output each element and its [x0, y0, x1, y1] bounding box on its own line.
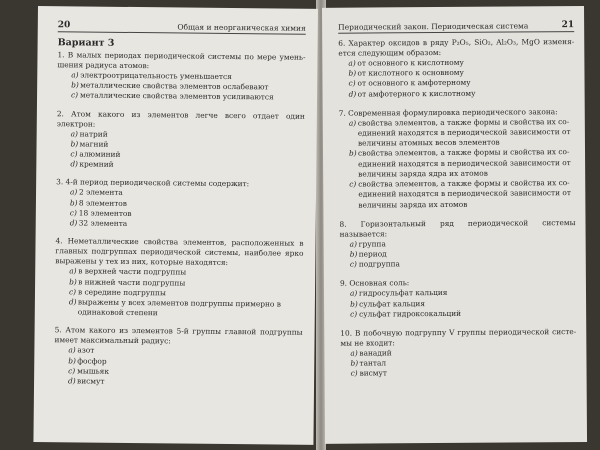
question-text: 4. Неметаллические свойства элементов, расположенных в главных подгруппах периодической системы, наиболее ярко выражены у тех из них, которые находятся: [55, 236, 304, 268]
answer-option: c) сульфат гидроксокальций [350, 308, 462, 319]
answer-option: a) ванадий [350, 348, 392, 358]
answer-option: a) 2 элемента [70, 187, 123, 198]
answer-option: d) выражены у всех элементов подгруппы примерно в одинаковой степени [68, 297, 281, 318]
question-6 [338, 37, 574, 99]
right-header-title: Периодический закон. Периодическая система [338, 21, 529, 32]
question-text: 3. 4-й период периодической системы содержит: [56, 177, 250, 189]
answer-option: a) от основного к кислотному [348, 57, 464, 68]
answer-option: a) группа [349, 239, 386, 249]
question-2 [56, 109, 305, 172]
answer-option: a) гидросульфат кальция [349, 288, 448, 299]
question-text: 7. Современная формулировка периодического закона: [338, 107, 558, 118]
question-text: 2. Атом какого из элементов легче всего отдает один электрон: [56, 108, 305, 129]
answer-option: c) в середине подгруппы [68, 287, 166, 298]
question-7 [339, 107, 576, 211]
variant-title: Вариант 3 [57, 37, 115, 49]
question-text: 9. Основная соль: [339, 278, 410, 289]
answer-option: c) мышьяк [68, 366, 110, 376]
answer-option: d) от амфотерного к кислотному [348, 88, 476, 99]
left-header-title: Общая и неорганическая химия [177, 22, 306, 33]
answer-option: b) свойства элементов, а также формы и свойства их со-единений находятся в периодической зависимости от величины заряда ядра их атомов [348, 147, 571, 179]
question-text: 1. В малых периодах периодической системы по мере умень-шения радиуса атомов: [57, 50, 306, 71]
question-4 [55, 237, 304, 321]
answer-option: a) азот [68, 345, 95, 355]
answer-option: b) сульфат кальция [350, 298, 426, 309]
answer-option: a) электроотрицательность уменьшается [71, 70, 232, 82]
answer-option: c) висмут [350, 368, 388, 379]
answer-option: b) от кислотного к основному [348, 68, 464, 78]
question-1 [57, 50, 306, 103]
question-5 [54, 326, 303, 389]
question-9 [340, 277, 576, 319]
right-running-header [338, 20, 574, 34]
answer-option: b) 8 элементов [69, 198, 128, 208]
answer-option: c) металлические свойства элементов усиливаются [71, 90, 274, 102]
left-page [33, 6, 318, 445]
question-text: 8. Горизонтальный ряд периодической системы называется: [339, 217, 576, 239]
right-page [322, 6, 587, 444]
answer-option: b) металлические свойства элементов ослабевают [71, 80, 269, 92]
answer-option: c) от основного к амфотерному [348, 78, 471, 89]
answer-option: b) период [349, 249, 387, 259]
left-page-number: 20 [57, 20, 71, 31]
answer-option: a) в верхней части подгруппы [69, 266, 187, 277]
answer-option: b) фосфор [68, 355, 107, 366]
question-text: 5. Атом какого из элементов 5-й группы главной подгруппы имеет максимальный радиус: [54, 325, 303, 346]
answer-option: b) тантал [350, 358, 387, 368]
question-text: 6. Характер оксидов в ряду P₂O₅, SiO₂, Al₂O₃, MgO изменя-ется следующим образом: [338, 37, 575, 58]
question-3 [56, 178, 305, 231]
answer-option: d) кремний [70, 159, 114, 170]
answer-option: c) свойства элементов, а также формы и свойства их со-единений находятся в периодической зависимости от величины заряда их атомов [349, 178, 571, 210]
answer-option: a) свойства элементов, а также формы и свойства их со-единений находятся в периодической зависимости от величины атомных весов элементов [348, 116, 571, 148]
answer-option: c) алюминий [70, 149, 121, 159]
answer-option: b) магний [70, 139, 109, 149]
answer-option: c) подгруппа [349, 259, 400, 269]
question-10 [340, 327, 576, 379]
answer-option: d) висмут [68, 376, 105, 386]
answer-option: a) натрий [70, 128, 108, 139]
answer-option: b) в нижней части подгруппы [69, 276, 186, 288]
left-running-header [58, 20, 306, 35]
answer-option: c) 18 элементов [69, 208, 132, 218]
answer-option: d) 32 элемента [69, 218, 128, 229]
right-page-number: 21 [561, 20, 575, 31]
question-text: 10. В побочную подгруппу V группы периодической систе-мы не входит: [340, 327, 577, 348]
question-8 [339, 218, 575, 270]
